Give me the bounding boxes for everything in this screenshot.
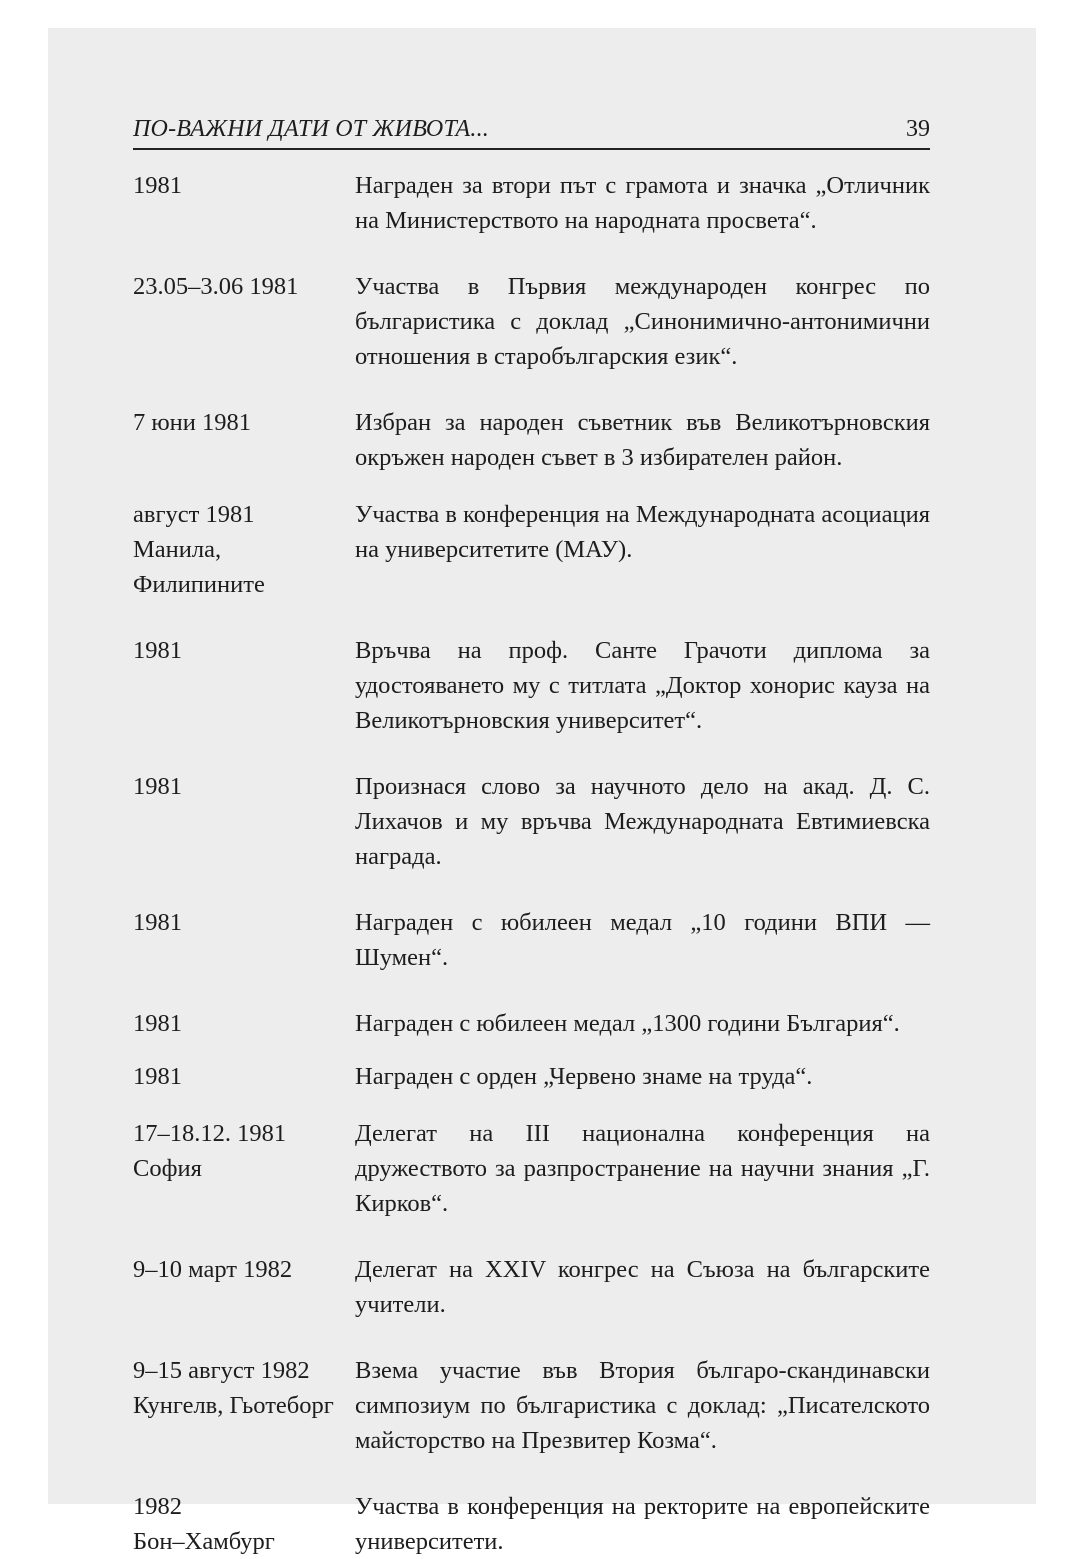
entry-text: Делегат на III национална конференция на дружеството за разпространение на научни знания „Г. Кирков“.: [355, 1120, 930, 1217]
entry-date-column: [133, 168, 355, 238]
entry-text: Делегат на XXIV конгрес на Съюза на българските учители.: [355, 1256, 930, 1318]
chronology-entry: [133, 633, 930, 738]
entry-text: Участва в Първия международен конгрес по българистика с доклад „Синонимично-антонимични отношения в старобългарския език“.: [355, 273, 930, 370]
chronology-list: [133, 168, 930, 1559]
entry-text: Участва в конференция на Международната асоциация на университетите (МАУ).: [355, 501, 930, 563]
chronology-entry: [133, 497, 930, 602]
entry-date-column: [133, 1489, 355, 1559]
chronology-entry: [133, 1116, 930, 1221]
chronology-entry: [133, 405, 930, 475]
entry-date-column: [133, 497, 355, 602]
entry-date: 9–15 август 1982: [133, 1357, 310, 1384]
chronology-entry: [133, 1353, 930, 1458]
entry-date: 1982: [133, 1493, 182, 1520]
entry-date-column: [133, 769, 355, 874]
entry-place: София: [133, 1155, 202, 1182]
entry-date: 1981: [133, 637, 182, 664]
chronology-entry: [133, 769, 930, 874]
chronology-entry: [133, 1489, 930, 1559]
entry-text: Награден с юбилеен медал „1300 години България“.: [355, 1010, 900, 1037]
chronology-entry: [133, 1059, 930, 1094]
entry-date: 7 юни 1981: [133, 409, 252, 436]
entry-text: Участва в конференция на ректорите на европейските университети.: [355, 1493, 930, 1555]
entry-date-column: [133, 1059, 355, 1094]
entry-text: Награден с юбилеен медал „10 години ВПИ — Шумен“.: [355, 909, 930, 971]
entry-date-column: [133, 1116, 355, 1221]
entry-date: 9–10 март 1982: [133, 1256, 293, 1283]
entry-date-column: [133, 269, 355, 374]
entry-date-column: [133, 405, 355, 475]
entry-text: Взема участие във Втория българо-скандинавски симпозиум по българистика с доклад: „Писателското майсторство на Презвитер Козма“.: [355, 1357, 930, 1454]
entry-place: Бон–Хамбург: [133, 1528, 275, 1555]
entry-date: 1981: [133, 172, 182, 199]
entry-date: 17–18.12. 1981: [133, 1120, 287, 1147]
entry-date-column: [133, 633, 355, 738]
entry-place: Манила, Филипините: [133, 536, 265, 598]
entry-text: Награден с орден „Червено знаме на труда“.: [355, 1063, 813, 1090]
entry-text: Произнася слово за научното дело на акад. Д. С. Лихачов и му връчва Международната Евтимиевска награда.: [355, 773, 930, 870]
chronology-entry: [133, 168, 930, 238]
chronology-entry: [133, 905, 930, 975]
chronology-entry: [133, 1006, 930, 1041]
entry-date: 1981: [133, 1063, 182, 1090]
entry-date: 23.05–3.06 1981: [133, 273, 299, 300]
running-header-title: ПО-ВАЖНИ ДАТИ ОТ ЖИВОТА...: [133, 116, 489, 142]
entry-date-column: [133, 1353, 355, 1458]
chronology-entry: [133, 1252, 930, 1322]
entry-text: Награден за втори път с грамота и значка „Отличник на Министерството на народната просвета“.: [355, 172, 930, 234]
entry-date-column: [133, 905, 355, 975]
page-number: 39: [906, 116, 930, 142]
entry-date: 1981: [133, 773, 182, 800]
running-header: [133, 112, 930, 150]
entry-text: Връчва на проф. Санте Грачоти диплома за удостояването му с титлата „Доктор хонорис кауза на Великотърновския университет“.: [355, 637, 930, 734]
entry-date-column: [133, 1252, 355, 1322]
chronology-entry: [133, 269, 930, 374]
entry-date: август 1981: [133, 501, 255, 528]
entry-place: Кунгелв, Гьотеборг: [133, 1392, 334, 1419]
entry-date: 1981: [133, 1010, 182, 1037]
entry-text: Избран за народен съветник във Великотърновския окръжен народен съвет в 3 избирателен район.: [355, 409, 930, 471]
entry-date: 1981: [133, 909, 182, 936]
entry-date-column: [133, 1006, 355, 1041]
